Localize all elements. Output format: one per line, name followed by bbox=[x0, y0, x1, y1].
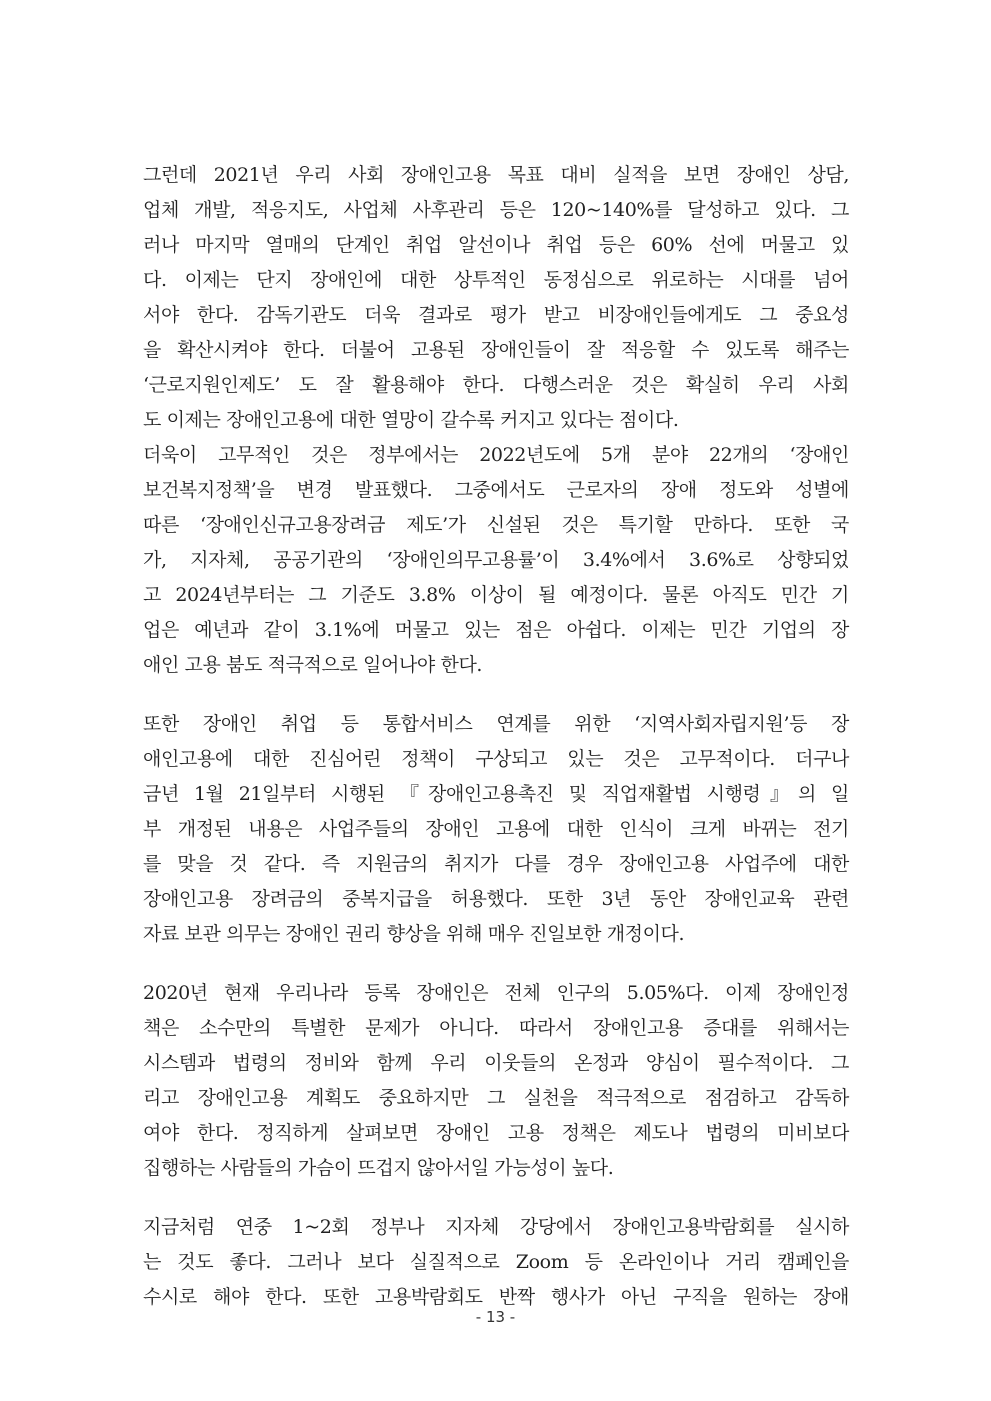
text-line: 애인고용에 대한 진심어린 정책이 구상되고 있는 것은 고무적이다. 더구나 bbox=[143, 748, 849, 770]
text-line: ‘근로지원인제도’ 도 잘 활용해야 한다. 다행스러운 것은 확실히 우리 사회 bbox=[143, 374, 849, 396]
text-line: 애인 고용 붐도 적극적으로 일어나야 한다. bbox=[143, 654, 483, 676]
text-line: 장애인고용 장려금의 중복지급을 허용했다. 또한 3년 동안 장애인교육 관련 bbox=[143, 888, 849, 910]
text-line: 도 이제는 장애인고용에 대한 열망이 갈수록 커지고 있다는 점이다. bbox=[143, 409, 679, 431]
text-line: 를 맞을 것 같다. 즉 지원금의 취지가 다를 경우 장애인고용 사업주에 대한 bbox=[143, 853, 849, 875]
text-line: 자료 보관 의무는 장애인 권리 향상을 위해 매우 진일보한 개정이다. bbox=[143, 923, 685, 945]
text-line: 보건복지정책’을 변경 발표했다. 그중에서도 근로자의 장애 정도와 성별에 bbox=[143, 479, 849, 501]
text-line: 업체 개발, 적응지도, 사업체 사후관리 등은 120~140%를 달성하고 있다. 그 bbox=[143, 199, 849, 221]
text-line: 지금처럼 연중 1~2회 정부나 지자체 강당에서 장애인고용박람회를 실시하 bbox=[143, 1216, 849, 1238]
text-line: 시스템과 법령의 정비와 함께 우리 이웃들의 온정과 양심이 필수적이다. 그 bbox=[143, 1052, 849, 1074]
text-line: 집행하는 사람들의 가슴이 뜨겁지 않아서일 가능성이 높다. bbox=[143, 1157, 614, 1179]
text-line: 2020년 현재 우리나라 등록 장애인은 전체 인구의 5.05%다. 이제 장애인정 bbox=[143, 982, 849, 1004]
text-line: 다. 이제는 단지 장애인에 대한 상투적인 동정심으로 위로하는 시대를 넘어 bbox=[143, 269, 849, 291]
text-line: 리고 장애인고용 계획도 중요하지만 그 실천을 적극적으로 점검하고 감독하 bbox=[143, 1087, 849, 1109]
text-line: 따른 ‘장애인신규고용장려금 제도’가 신설된 것은 특기할 만하다. 또한 국 bbox=[143, 514, 849, 536]
text-line: 을 확산시켜야 한다. 더불어 고용된 장애인들이 잘 적응할 수 있도록 해주는 bbox=[143, 339, 849, 361]
text-line: 러나 마지막 열매의 단계인 취업 알선이나 취업 등은 60% 선에 머물고 있 bbox=[143, 234, 849, 256]
text-line: 여야 한다. 정직하게 살펴보면 장애인 고용 정책은 제도나 법령의 미비보다 bbox=[143, 1122, 849, 1144]
text-line: 서야 한다. 감독기관도 더욱 결과로 평가 받고 비장애인들에게도 그 중요성 bbox=[143, 304, 849, 326]
text-line: 책은 소수만의 특별한 문제가 아니다. 따라서 장애인고용 증대를 위해서는 bbox=[143, 1017, 849, 1039]
text-line: 또한 장애인 취업 등 통합서비스 연계를 위한 ‘지역사회자립지원’등 장 bbox=[143, 713, 849, 735]
page-number: - 13 - bbox=[475, 1308, 516, 1326]
text-line: 수시로 해야 한다. 또한 고용박람회도 반짝 행사가 아닌 구직을 원하는 장애 bbox=[143, 1286, 849, 1308]
text-line: 금년 1월 21일부터 시행된 『장애인고용촉진 및 직업재활법 시행령』의 일 bbox=[143, 783, 849, 805]
text-line: 더욱이 고무적인 것은 정부에서는 2022년도에 5개 분야 22개의 ‘장애인 bbox=[143, 444, 849, 466]
text-line: 부 개정된 내용은 사업주들의 장애인 고용에 대한 인식이 크게 바뀌는 전기 bbox=[143, 818, 849, 840]
text-line: 업은 예년과 같이 3.1%에 머물고 있는 점은 아쉽다. 이제는 민간 기업의 장 bbox=[143, 619, 849, 641]
text-line: 고 2024년부터는 그 기준도 3.8% 이상이 될 예정이다. 물론 아직도 민간 기 bbox=[143, 584, 849, 606]
text-line: 는 것도 좋다. 그러나 보다 실질적으로 Zoom 등 온라인이나 거리 캠페인을 bbox=[143, 1251, 849, 1273]
text-line: 가, 지자체, 공공기관의 ‘장애인의무고용률’이 3.4%에서 3.6%로 상향되었 bbox=[143, 549, 849, 571]
text-line: 그런데 2021년 우리 사회 장애인고용 목표 대비 실적을 보면 장애인 상담, bbox=[143, 164, 849, 186]
